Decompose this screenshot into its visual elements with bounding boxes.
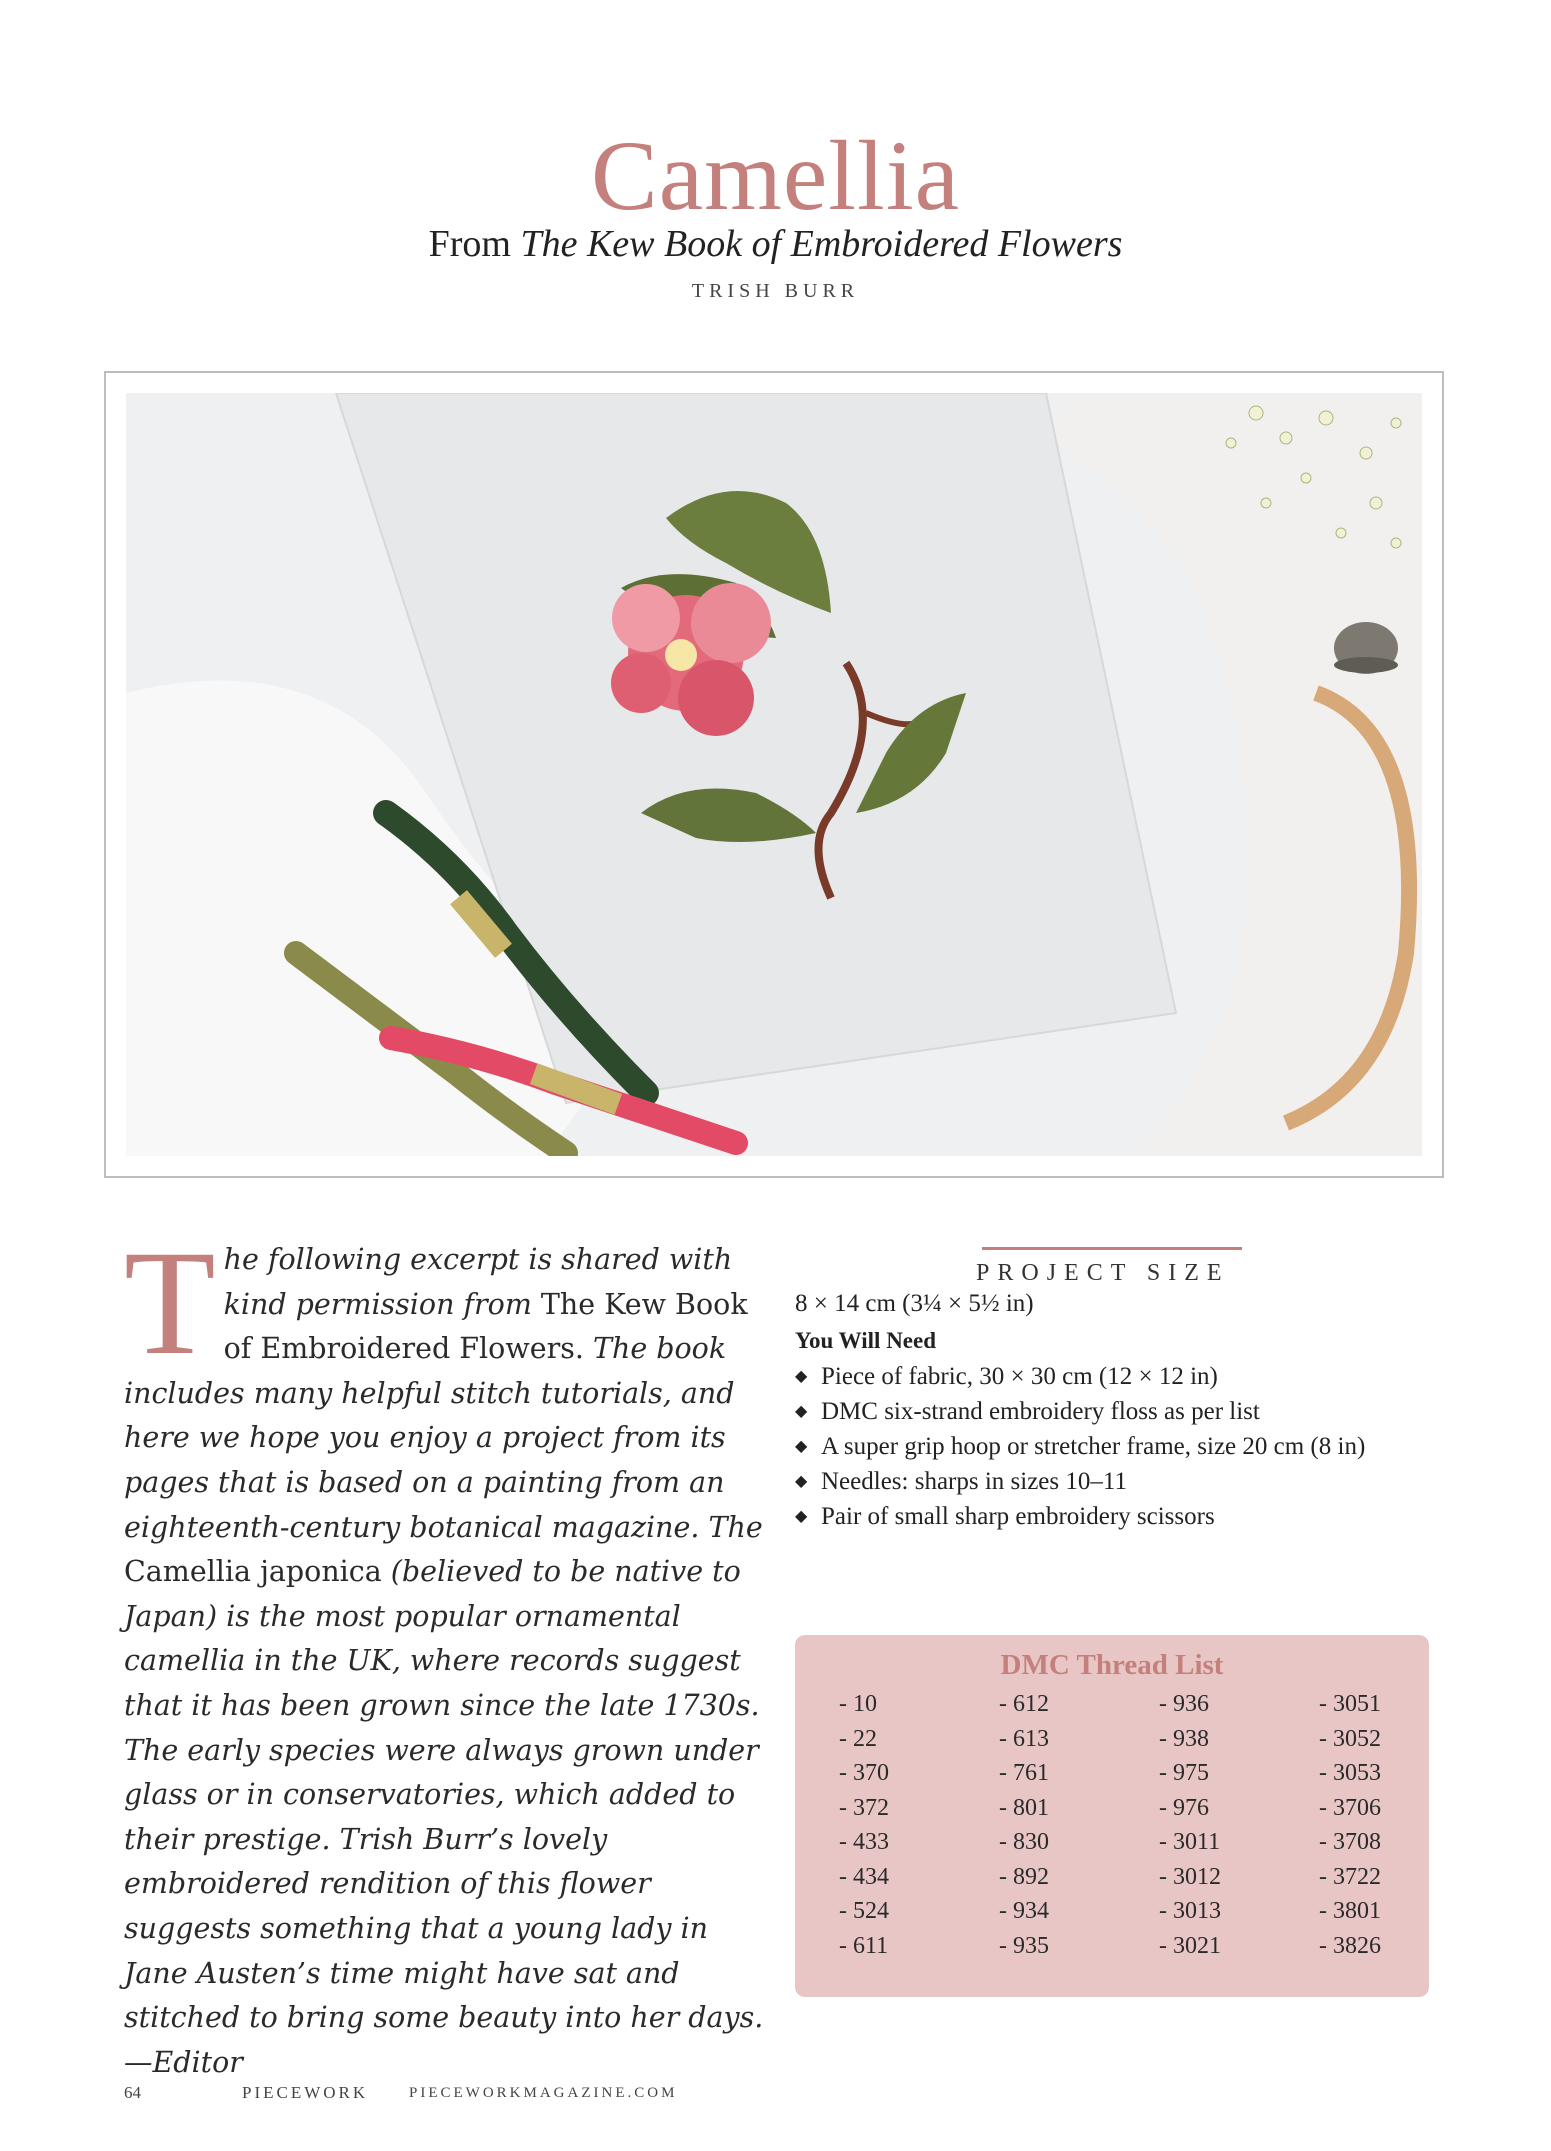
- drop-cap: T: [124, 1220, 216, 1386]
- project-size-rule: [982, 1247, 1242, 1250]
- photo-frame: [104, 371, 1444, 1178]
- subtitle: [0, 222, 1551, 266]
- diamond-bullet-icon: ◆: [795, 1473, 808, 1490]
- project-size-value: 8 × 14 cm (3¼ × 5½ in): [795, 1290, 1034, 1317]
- diamond-bullet-icon: ◆: [795, 1508, 808, 1525]
- diamond-bullet-icon: ◆: [795, 1368, 808, 1385]
- thread-number: - 761: [999, 1760, 1049, 1786]
- thread-number: - 370: [839, 1760, 889, 1786]
- thread-number: - 3012: [1159, 1863, 1221, 1890]
- thread-number: - 934: [999, 1898, 1049, 1924]
- subtitle-prefix: From: [428, 223, 521, 265]
- thread-number: - 975: [1159, 1760, 1209, 1786]
- intro-paragraph: [124, 1220, 764, 2085]
- thread-number: - 935: [999, 1932, 1049, 1959]
- thread-number: - 3708: [1319, 1829, 1381, 1855]
- magazine-name: PIECEWORK: [242, 2083, 369, 2102]
- intro-text-2: The book includes many helpful stitch tutorials, and here we hope you enjoy a project from its pages that is based on a painting from an eighteenth-century botanical magazine. The: [124, 1332, 763, 1544]
- diamond-bullet-icon: ◆: [795, 1403, 808, 1420]
- intro-book-title: The Kew Book of Embroidered Flowers.: [223, 1287, 748, 1366]
- thread-number: - 611: [839, 1932, 889, 1959]
- thread-number: - 434: [839, 1863, 889, 1890]
- materials-item: ◆ Piece of fabric, 30 × 30 cm (12 × 12 in): [795, 1359, 1435, 1394]
- thread-list-grid: [839, 1687, 1419, 1963]
- thread-number: - 3021: [1159, 1932, 1221, 1959]
- page-number: 64: [124, 2083, 141, 2102]
- thread-number: - 3706: [1319, 1794, 1381, 1821]
- intro-text-3: (believed to be native to Japan) is the most popular ornamental camellia in the UK, where records suggest that it has been grown since the late 1730s. The early species were always grown under glass or in conservatories, which added to their prestige. Trish Burr’s lovely embroidered rendition of this flower suggests something that a young lady in Jane Austen’s time might have sat and stitched to bring some beauty into her days. —Editor: [124, 1555, 764, 2079]
- thread-number: - 372: [839, 1794, 889, 1821]
- thread-number: - 892: [999, 1863, 1049, 1890]
- diamond-bullet-icon: ◆: [795, 1438, 808, 1455]
- thread-list-box: [795, 1635, 1429, 1997]
- thread-number: - 10: [839, 1691, 877, 1717]
- thread-number: - 3013: [1159, 1898, 1221, 1924]
- page-title: Camellia: [591, 120, 960, 231]
- thread-number: - 3051: [1319, 1691, 1381, 1717]
- materials-item: ◆ Pair of small sharp embroidery scissors: [795, 1499, 1435, 1534]
- materials-item: ◆ A super grip hoop or stretcher frame, size 20 cm (8 in): [795, 1429, 1435, 1464]
- materials-item: ◆ Needles: sharps in sizes 10–11: [795, 1464, 1435, 1499]
- intro-text-1: he following excerpt is shared with kind permission from: [223, 1243, 733, 1321]
- thread-number: - 3801: [1319, 1898, 1381, 1924]
- magazine-url: PIECEWORKMAGAZINE.COM: [409, 2085, 678, 2101]
- thread-number: - 3011: [1159, 1829, 1221, 1855]
- materials-list: [795, 1359, 1435, 1534]
- camellia-embroidery-image: [126, 393, 1422, 1156]
- thread-number: - 3826: [1319, 1932, 1381, 1959]
- thread-number: - 3053: [1319, 1760, 1381, 1786]
- author-byline: TRISH BURR: [691, 280, 860, 302]
- materials-item: ◆ DMC six-strand embroidery floss as per list: [795, 1394, 1435, 1429]
- thread-number: - 433: [839, 1829, 889, 1855]
- thread-number: - 524: [839, 1898, 889, 1924]
- thread-number: - 976: [1159, 1794, 1209, 1821]
- thread-number: - 938: [1159, 1725, 1209, 1752]
- thread-number: - 22: [839, 1725, 877, 1752]
- thread-number: - 801: [999, 1794, 1049, 1821]
- thread-number: - 612: [999, 1691, 1049, 1717]
- project-size-heading: PROJECT SIZE: [976, 1260, 1230, 1286]
- embroidery-photo: [126, 393, 1422, 1156]
- you-will-need-heading: You Will Need: [795, 1328, 937, 1353]
- thread-number: - 830: [999, 1829, 1049, 1855]
- book-title: The Kew Book of Embroidered Flowers: [520, 223, 1123, 265]
- thread-list-title: DMC Thread List: [1000, 1649, 1224, 1681]
- intro-species-name: Camellia japonica: [124, 1555, 382, 1589]
- thread-number: - 3722: [1319, 1863, 1381, 1890]
- thread-number: - 613: [999, 1725, 1049, 1752]
- thread-number: - 3052: [1319, 1725, 1381, 1752]
- thread-number: - 936: [1159, 1691, 1209, 1717]
